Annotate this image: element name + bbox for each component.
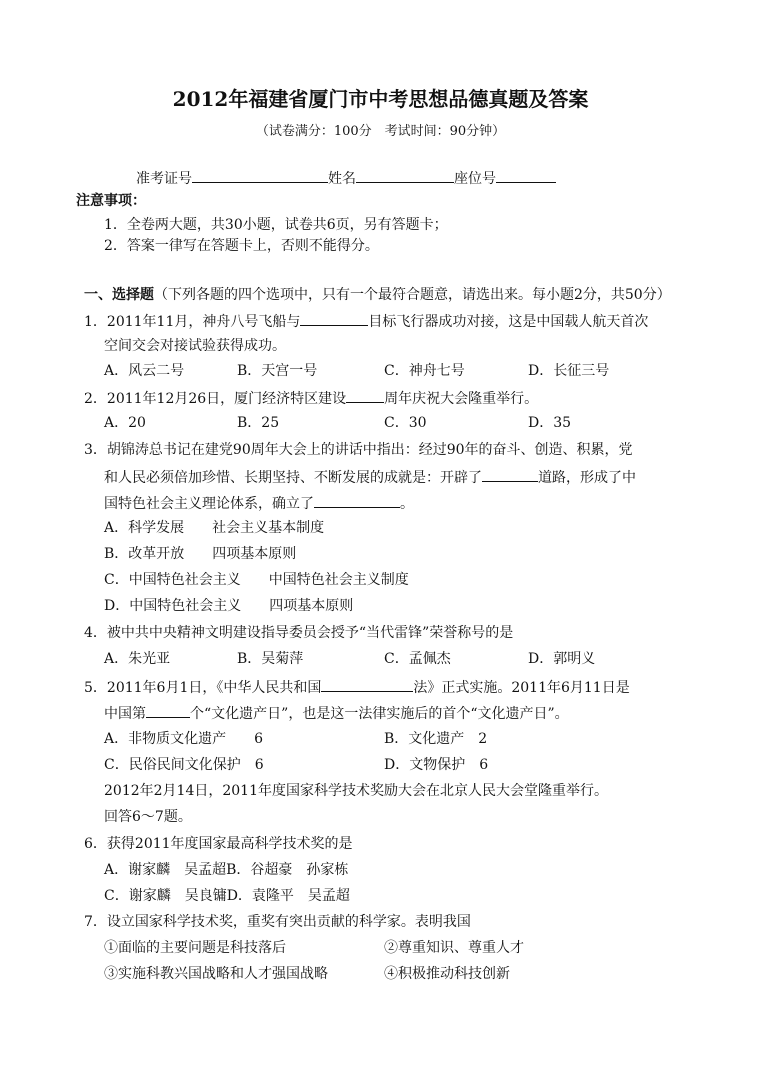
name-label: 姓名 xyxy=(328,171,356,187)
q1-option-a[interactable]: A．风云二号 xyxy=(104,363,185,379)
q3-text-c: 国特色社会主义理论体系，确立了 xyxy=(104,496,314,512)
q2-text-b: 周年庆祝大会隆重举行。 xyxy=(384,391,539,407)
q1-blank xyxy=(300,310,368,326)
question-6: 6．获得2011年度国家最高科学技术奖的是 xyxy=(84,836,353,852)
seat-blank[interactable] xyxy=(496,167,556,183)
q4-option-a[interactable]: A．朱光亚 xyxy=(104,651,171,667)
q2-option-d[interactable]: D．35 xyxy=(528,415,572,431)
q5-text-d: 个“文化遗产日”，也是这一法律实施后的首个“文化遗产日”。 xyxy=(190,706,569,722)
q3-line-3 xyxy=(104,492,414,514)
name-blank[interactable] xyxy=(356,167,454,183)
exam-number-blank[interactable] xyxy=(192,167,328,183)
seat-label: 座位号 xyxy=(454,171,496,187)
q2-blank xyxy=(346,387,384,403)
q3-option-a[interactable]: A．科学发展 社会主义基本制度 xyxy=(104,520,325,536)
q3-option-d[interactable]: D．中国特色社会主义 四项基本原则 xyxy=(104,598,354,614)
q1-option-d[interactable]: D．长征三号 xyxy=(528,363,610,379)
q3-option-b[interactable]: B．改革开放 四项基本原则 xyxy=(104,546,297,562)
intro-6-7-line-2: 回答6～7题。 xyxy=(104,809,192,825)
q5-text-a: 5．2011年6月1日，《中华人民共和国 xyxy=(84,680,322,696)
q3-line-2 xyxy=(104,466,636,488)
q5-option-a[interactable]: A．非物质文化遗产 6 xyxy=(104,731,264,747)
notice-item: 1．全卷两大题，共30小题，试卷共6页，另有答题卡； xyxy=(104,217,448,233)
q3-text-d: 。 xyxy=(400,496,414,512)
question-5 xyxy=(84,676,630,698)
page-title: 2012年福建省厦门市中考思想品德真题及答案 xyxy=(172,87,589,111)
q7-item-4: ④积极推动科技创新 xyxy=(384,966,510,982)
q5-line-2 xyxy=(104,702,569,724)
q7-item-1: ①面临的主要问题是科技落后 xyxy=(104,940,286,956)
notice-heading: 注意事项： xyxy=(76,193,146,209)
candidate-fields xyxy=(136,167,556,189)
q1-text-a: 1．2011年11月，神舟八号飞船与 xyxy=(84,314,301,330)
q5-option-d[interactable]: D．文物保护 6 xyxy=(384,757,489,773)
section-heading xyxy=(84,285,671,305)
intro-6-7-line-1: 2012年2月14日，2011年度国家科学技术奖励大会在北京人民大会堂隆重举行。 xyxy=(104,783,608,799)
q2-option-b[interactable]: B．25 xyxy=(237,415,280,431)
section-title: 一、选择题 xyxy=(84,287,154,303)
question-1 xyxy=(84,310,648,332)
q5-blank-2 xyxy=(146,702,190,718)
q3-blank-1 xyxy=(482,466,538,482)
q3-text-b: 道路，形成了中 xyxy=(538,470,636,486)
q6-options-line-1[interactable]: A．谢家麟 吴孟超B．谷超豪 孙家栋 xyxy=(104,862,349,878)
question-7: 7．设立国家科学技术奖，重奖有突出贡献的科学家。表明我国 xyxy=(84,914,471,930)
q6-options-line-2[interactable]: C．谢家麟 吴良镛D．袁隆平 吴孟超 xyxy=(104,888,350,904)
section-instruction: （下列各题的四个选项中，只有一个最符合题意，请选出来。每小题2分，共50分） xyxy=(154,287,671,303)
q5-option-c[interactable]: C．民俗民间文化保护 6 xyxy=(104,757,264,773)
q3-text-a: 和人民必须倍加珍惜、长期坚持、不断发展的成就是：开辟了 xyxy=(104,470,482,486)
q5-text-c: 中国第 xyxy=(104,706,146,722)
q2-text-a: 2．2011年12月26日，厦门经济特区建设 xyxy=(84,391,347,407)
q1-option-b[interactable]: B．天宫一号 xyxy=(237,363,318,379)
q5-text-b: 法》正式实施。2011年6月11日是 xyxy=(413,680,630,696)
q1-option-c[interactable]: C．神舟七号 xyxy=(384,363,465,379)
question-3: 3．胡锦涛总书记在建党90周年大会上的讲话中指出：经过90年的奋斗、创造、积累，党 xyxy=(84,442,633,458)
q3-option-c[interactable]: C．中国特色社会主义 中国特色社会主义制度 xyxy=(104,572,409,588)
page-subtitle: （试卷满分：100分 考试时间：90分钟） xyxy=(255,124,506,139)
q7-item-3: ③实施科教兴国战略和人才强国战略 xyxy=(104,966,328,982)
q5-option-b[interactable]: B．文化遗产 2 xyxy=(384,731,488,747)
notice-item: 2．答案一律写在答题卡上，否则不能得分。 xyxy=(104,238,379,254)
q5-blank-1 xyxy=(321,676,413,692)
question-2 xyxy=(84,387,538,409)
q2-option-a[interactable]: A．20 xyxy=(104,415,146,431)
q1-continuation: 空间交会对接试验获得成功。 xyxy=(104,338,286,354)
q7-item-2: ②尊重知识、尊重人才 xyxy=(384,940,524,956)
exam-number-label: 准考证号 xyxy=(136,171,192,187)
q4-option-b[interactable]: B．吴菊萍 xyxy=(237,651,304,667)
q3-blank-2 xyxy=(314,492,400,508)
question-4: 4．被中共中央精神文明建设指导委员会授予“当代雷锋”荣誉称号的是 xyxy=(84,625,514,641)
q4-option-d[interactable]: D．郭明义 xyxy=(528,651,596,667)
q2-option-c[interactable]: C．30 xyxy=(384,415,427,431)
q1-text-b: 目标飞行器成功对接，这是中国载人航天首次 xyxy=(368,314,649,330)
q4-option-c[interactable]: C．孟佩杰 xyxy=(384,651,451,667)
